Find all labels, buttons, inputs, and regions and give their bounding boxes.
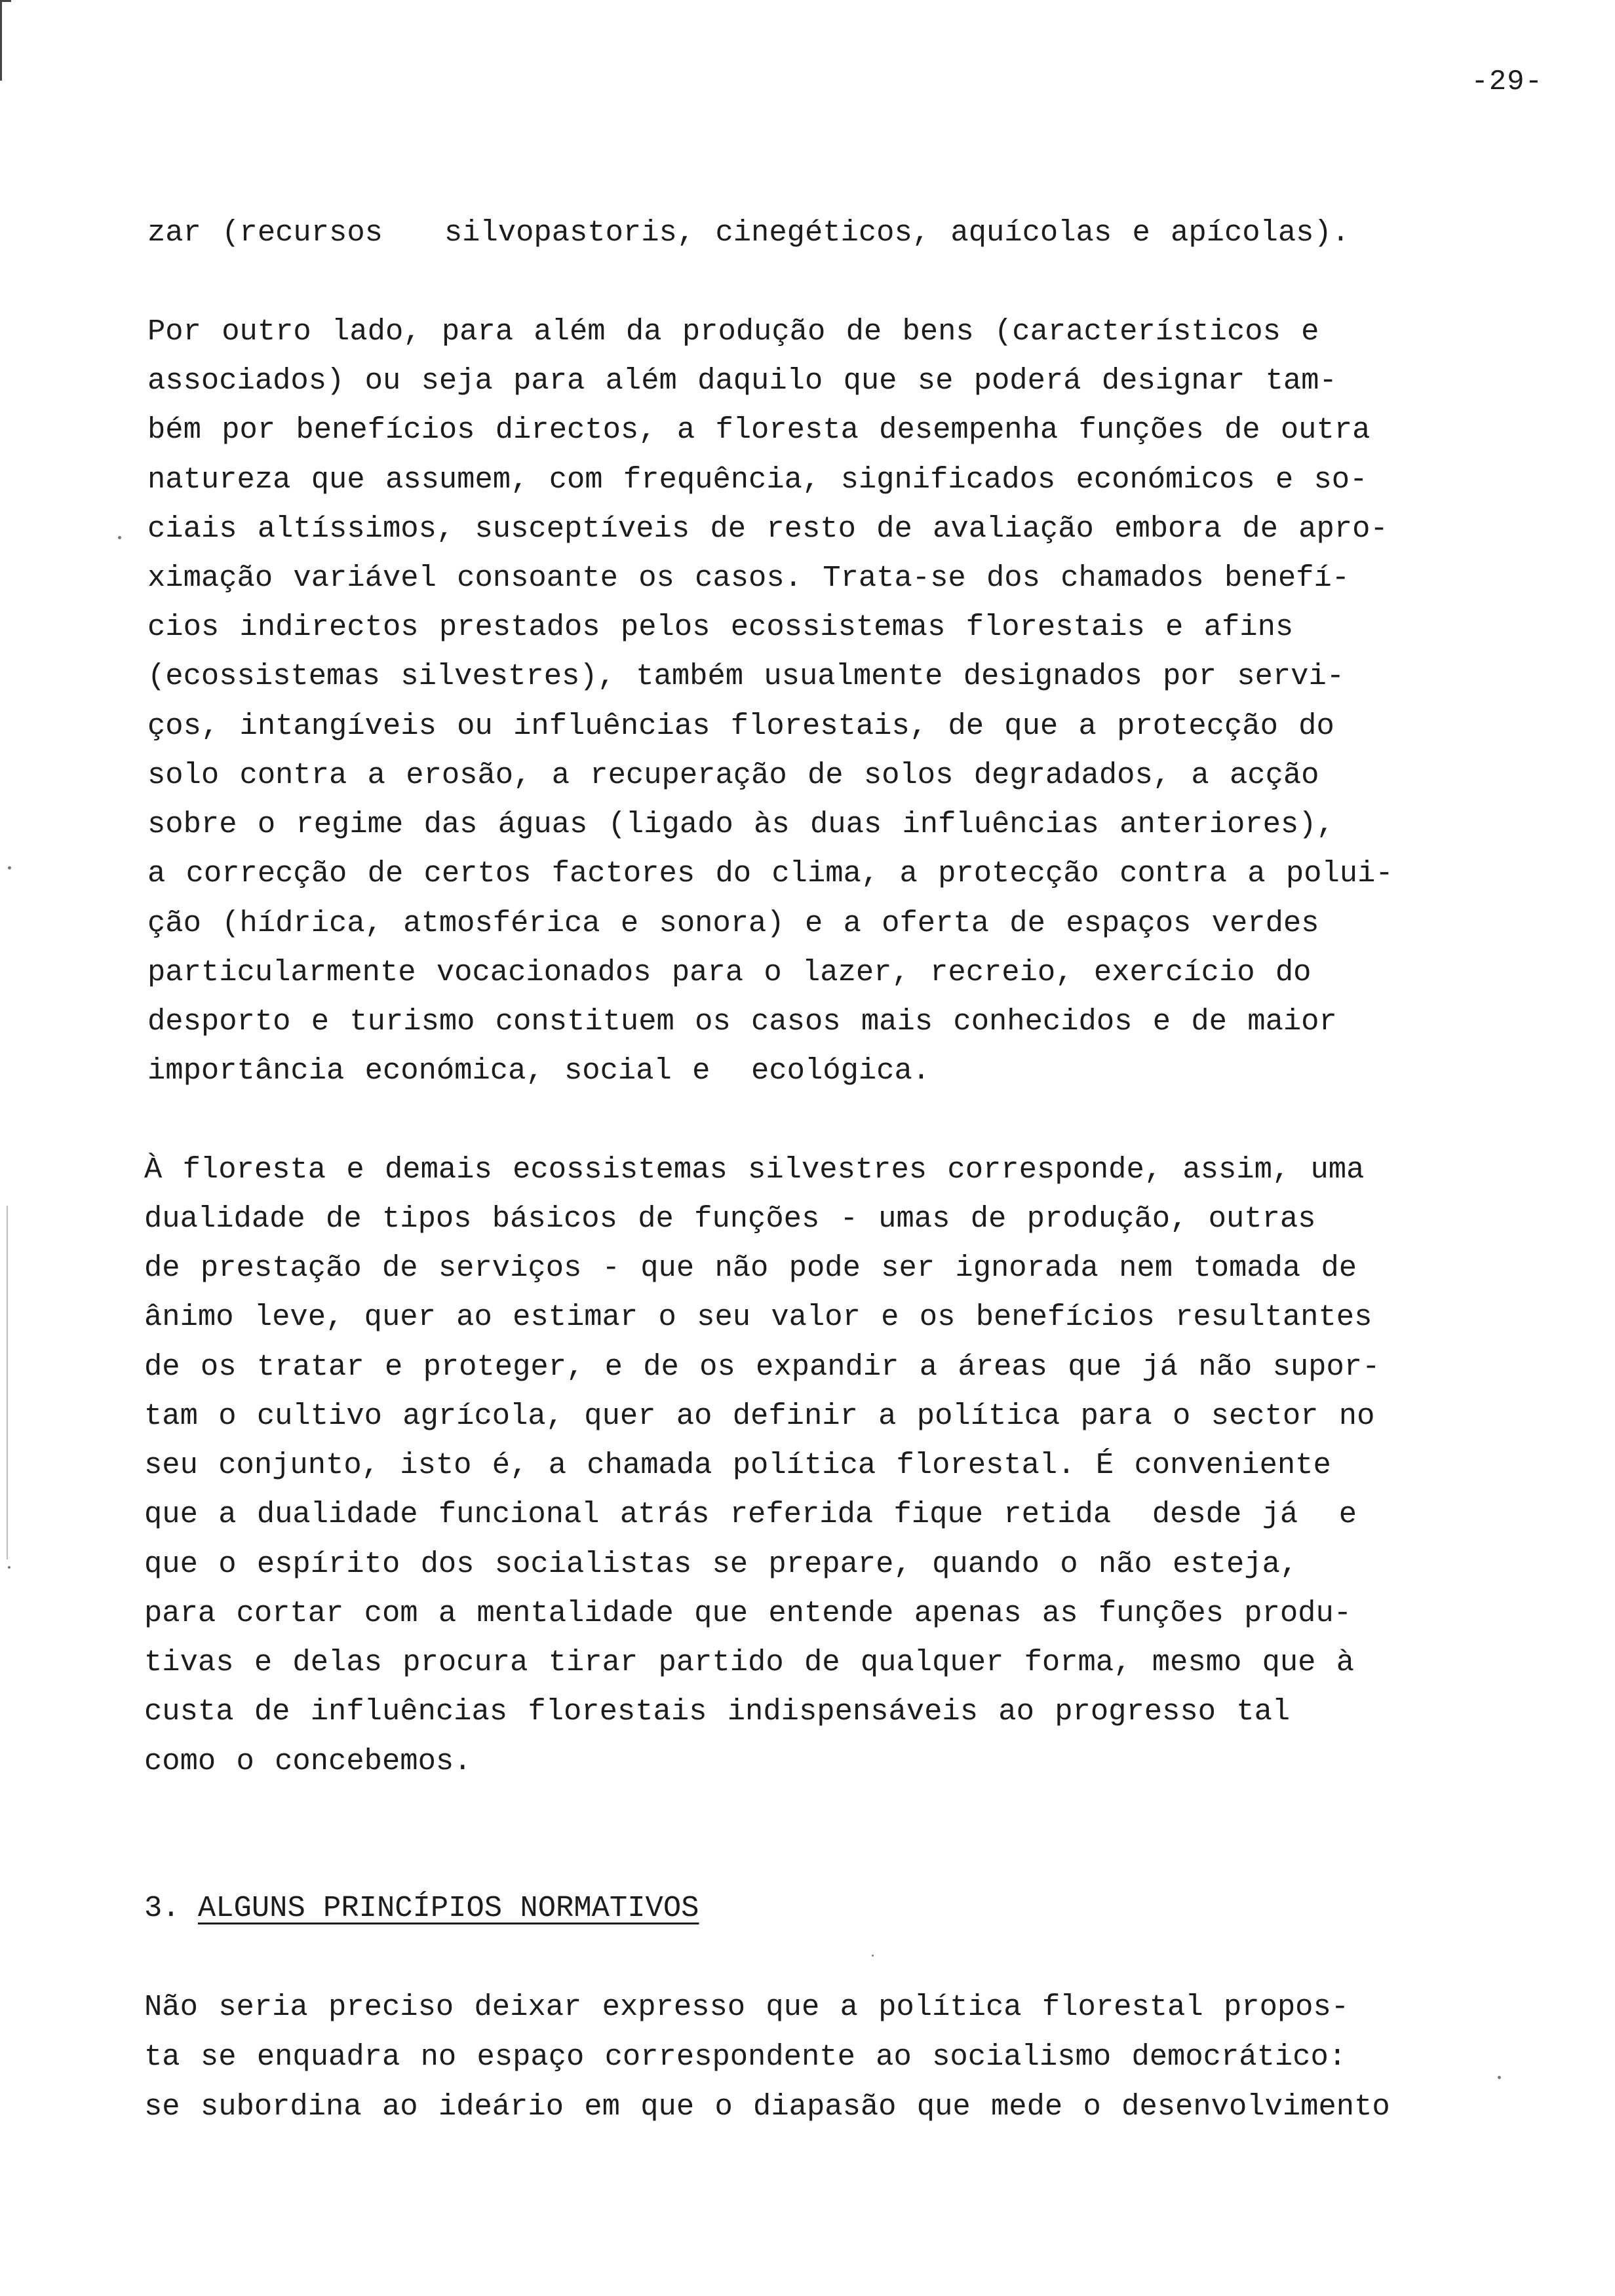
paragraph-line: tivas e delas procura tirar partido de qualquer forma, mesmo que à: [144, 1645, 1355, 1679]
paragraph-line: que a dualidade funcional atrás referida fique retida desde já e: [144, 1497, 1357, 1531]
paragraph-line: importância económica, social e ecológica.: [147, 1054, 931, 1088]
section-title: ALGUNS PRINCÍPIOS NORMATIVOS: [197, 1891, 699, 1925]
paragraph-line: de os tratar e proteger, e de os expandir a áreas que já não supor-: [144, 1350, 1380, 1384]
section-heading: [144, 1891, 699, 1925]
scan-speck: [8, 866, 11, 870]
paragraph-line: para cortar com a mentalidade que entende apenas as funções produ-: [144, 1596, 1352, 1630]
paragraph-line: dualidade de tipos básicos de funções - umas de produção, outras: [144, 1202, 1316, 1236]
paragraph-line: sobre o regime das águas (ligado às duas influências anteriores),: [147, 807, 1334, 841]
paragraph-line: cios indirectos prestados pelos ecossistemas florestais e afins: [147, 610, 1294, 644]
paragraph-line: ta se enquadra no espaço correspondente ao socialismo democrático:: [144, 2040, 1347, 2074]
left-margin-rule: [7, 1206, 8, 1559]
paragraph-line: (ecossistemas silvestres), também usualmente designados por servi-: [147, 659, 1345, 693]
paragraph-line: de prestação de serviços - que não pode ser ignorada nem tomada de: [144, 1251, 1357, 1285]
paragraph-line: particularmente vocacionados para o lazer, recreio, exercício do: [147, 955, 1312, 989]
paragraph-line: ciais altíssimos, susceptíveis de resto de avaliação embora de apro-: [147, 512, 1388, 546]
paragraph-line: a correcção de certos factores do clima, a protecção contra a polui-: [147, 856, 1393, 890]
scan-speck: [8, 1566, 10, 1569]
section-number: 3.: [144, 1891, 180, 1925]
paragraph-line: À floresta e demais ecossistemas silvestres corresponde, assim, uma: [144, 1153, 1365, 1187]
paragraph-line: Não seria preciso deixar expresso que a política florestal propos-: [144, 1990, 1350, 2024]
scan-speck: [872, 1955, 874, 1957]
paragraph-line: ximação variável consoante os casos. Trata-se dos chamados benefí-: [147, 561, 1350, 595]
paragraph-line: como o concebemos.: [144, 1744, 472, 1778]
paragraph-line: desporto e turismo constituem os casos mais conhecidos e de maior: [147, 1004, 1337, 1039]
paragraph-line: tam o cultivo agrícola, quer ao definir a política para o sector no: [144, 1399, 1375, 1433]
paragraph-line: Por outro lado, para além da produção de bens (característicos e: [147, 315, 1319, 349]
paragraph-line: seu conjunto, isto é, a chamada política florestal. É conveniente: [144, 1448, 1331, 1482]
paragraph-line: solo contra a erosão, a recuperação de solos degradados, a acção: [147, 758, 1319, 792]
paragraph-line: ção (hídrica, atmosférica e sonora) e a oferta de espaços verdes: [147, 906, 1319, 940]
paragraph-line: custa de influências florestais indispensáveis ao progresso tal: [144, 1694, 1291, 1729]
paragraph-line: ânimo leve, quer ao estimar o seu valor e os benefícios resultantes: [144, 1300, 1372, 1334]
paragraph-line: que o espírito dos socialistas se prepare, quando o não esteja,: [144, 1547, 1298, 1581]
scan-speck: [118, 536, 121, 539]
scan-speck: [1498, 2076, 1501, 2079]
page-number: -29-: [1471, 66, 1543, 98]
paragraph-line: associados) ou seja para além daquilo que se poderá designar tam-: [147, 364, 1337, 398]
scan-corner-mark: [0, 0, 11, 81]
paragraph-line: se subordina ao ideário em que o diapasão que mede o desenvolvimento: [144, 2090, 1390, 2124]
paragraph-line: bém por benefícios directos, a floresta desempenha funções de outra: [147, 413, 1371, 447]
paragraph-line: ços, intangíveis ou influências florestais, de que a protecção do: [147, 709, 1334, 743]
opening-line: zar (recursos silvopastoris, cinegéticos, aquícolas e apícolas).: [147, 216, 1350, 250]
paragraph-line: natureza que assumem, com frequência, significados económicos e so-: [147, 463, 1368, 497]
